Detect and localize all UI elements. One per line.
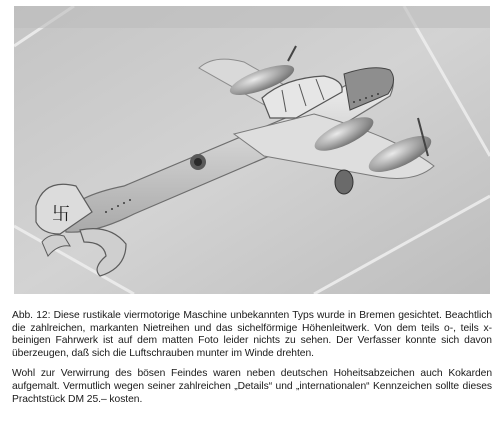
aircraft-model-photo — [14, 6, 490, 294]
caption-paragraph-2: Wohl zur Verwirrung des bösen Feindes waren neben deutschen Hoheitsabzeichen auch Kokarden aufgemalt. Vermutlich wegen seiner zahlreichen „Details“ und „internationalen“ Kennzeichen sollte dieses Prachtstück DM 25.– kosten. — [12, 368, 492, 405]
caption-paragraph-1: Abb. 12: Diese rustikale viermotorige Maschine unbekannten Typs wurde in Bremen gesichtet. Beachtlich die zahlreichen, markanten Nietreihen und das sichelförmige Höhenleitwerk. Von dem teils o-, teils x-beinigen Fahrwerk ist auf dem matten Foto leider nichts zu sehen. Der Verfasser konnte sich davon überzeugen, daß sich die Luftschrauben munter im Winde drehten. — [12, 310, 492, 359]
photo-caption — [12, 310, 492, 406]
svg-text:卐: 卐 — [52, 204, 70, 225]
